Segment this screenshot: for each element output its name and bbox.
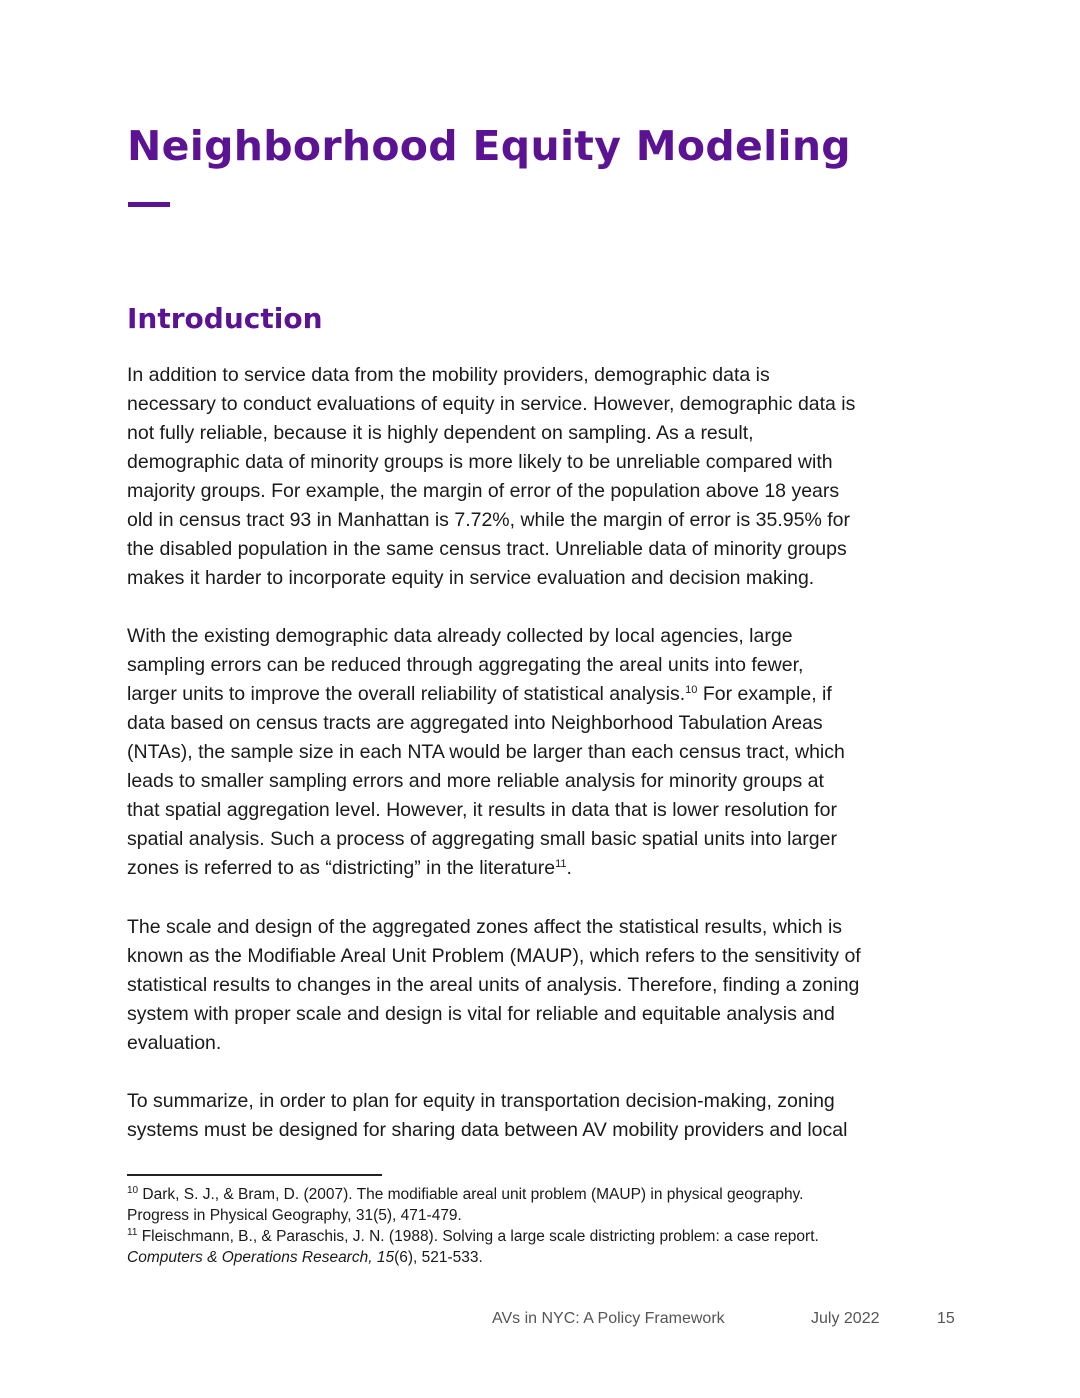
paragraph-line: data based on census tracts are aggregated into Neighborhood Tabulation Areas	[127, 712, 823, 734]
paragraph-line: leads to smaller sampling errors and more reliable analysis for minority groups at	[127, 770, 824, 792]
paragraph-line: (NTAs), the sample size in each NTA would be larger than each census tract, which	[127, 741, 845, 763]
paragraph-line: With the existing demographic data already collected by local agencies, large	[127, 625, 793, 647]
footnote-11	[127, 1226, 927, 1247]
title-underline-rule	[128, 202, 170, 207]
footnote-text: Fleischmann, B., & Paraschis, J. N. (1988). Solving a large scale districting problem: a case report.	[137, 1228, 819, 1245]
paragraph-line	[127, 854, 957, 883]
paragraph-line	[127, 680, 957, 709]
line-text: For example, if	[697, 683, 832, 705]
paragraph-line: makes it harder to incorporate equity in service evaluation and decision making.	[127, 567, 815, 589]
paragraph-3	[127, 913, 957, 1058]
paragraph-4	[127, 1087, 957, 1145]
footnotes	[127, 1184, 927, 1268]
paragraph-1	[127, 361, 957, 593]
footnote-11-continued	[127, 1247, 927, 1268]
line-text: .	[566, 857, 572, 879]
paragraph-line: sampling errors can be reduced through aggregating the areal units into fewer,	[127, 654, 804, 676]
paragraph-line: majority groups. For example, the margin of error of the population above 18 years	[127, 480, 840, 502]
footnote-ref-11[interactable]: 11	[555, 858, 567, 870]
footnote-text: (6), 521-533.	[394, 1249, 483, 1266]
paragraph-line: statistical results to changes in the areal units of analysis. Therefore, finding a zoning	[127, 974, 860, 996]
paragraph-line: systems must be designed for sharing data between AV mobility providers and local	[127, 1119, 848, 1141]
paragraph-line: The scale and design of the aggregated zones affect the statistical results, which is	[127, 916, 843, 938]
paragraph-line: In addition to service data from the mobility providers, demographic data is	[127, 364, 770, 386]
footer-date: July 2022	[811, 1310, 880, 1327]
footnote-number: 11	[127, 1227, 138, 1238]
line-text: zones is referred to as “districting” in the literature	[127, 857, 556, 879]
paragraph-line: evaluation.	[127, 1032, 222, 1054]
paragraph-line: necessary to conduct evaluations of equity in service. However, demographic data is	[127, 393, 856, 415]
footnote-ref-10[interactable]: 10	[685, 684, 698, 696]
paragraph-line: known as the Modifiable Areal Unit Problem (MAUP), which refers to the sensitivity of	[127, 945, 861, 967]
section-heading-introduction: Introduction	[127, 302, 323, 335]
paragraph-line: To summarize, in order to plan for equity in transportation decision-making, zoning	[127, 1090, 835, 1112]
footer-publication: AVs in NYC: A Policy Framework	[492, 1310, 725, 1327]
footnote-text: Dark, S. J., & Bram, D. (2007). The modifiable areal unit problem (MAUP) in physical geography.	[138, 1186, 804, 1203]
line-text: larger units to improve the overall reliability of statistical analysis.	[127, 683, 686, 705]
paragraph-line: that spatial aggregation level. However, it results in data that is lower resolution for	[127, 799, 837, 821]
paragraph-line: the disabled population in the same census tract. Unreliable data of minority groups	[127, 538, 847, 560]
paragraph-line: demographic data of minority groups is more likely to be unreliable compared with	[127, 451, 833, 473]
paragraph-line: system with proper scale and design is vital for reliable and equitable analysis and	[127, 1003, 835, 1025]
paragraph-2	[127, 622, 957, 883]
journal-name: Computers & Operations Research, 15	[127, 1249, 395, 1266]
paragraph-line: not fully reliable, because it is highly dependent on sampling. As a result,	[127, 422, 754, 444]
footnote-separator-rule	[127, 1174, 382, 1176]
footer-page-number: 15	[937, 1310, 955, 1327]
paragraph-line: old in census tract 93 in Manhattan is 7.72%, while the margin of error is 35.95% for	[127, 509, 850, 531]
footnote-10-continued: Progress in Physical Geography, 31(5), 471-479.	[127, 1207, 462, 1224]
page-title: Neighborhood Equity Modeling	[127, 122, 851, 170]
paragraph-line: spatial analysis. Such a process of aggregating small basic spatial units into larger	[127, 828, 837, 850]
footnote-10	[127, 1184, 927, 1205]
footnote-number: 10	[127, 1185, 139, 1196]
